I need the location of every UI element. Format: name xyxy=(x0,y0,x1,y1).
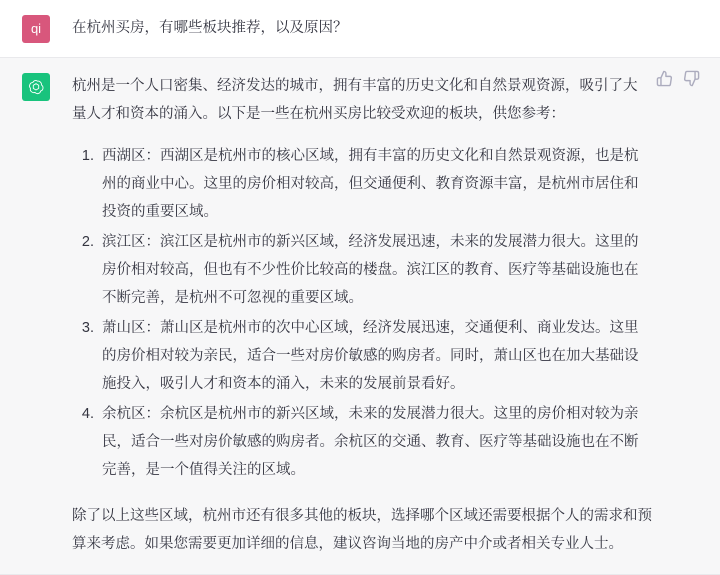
list-item-text: 西湖区是杭州市的核心区域，拥有丰富的历史文化和自然景观资源，也是杭州的商业中心。这里的房价相对较高，但交通便利、教育资源丰富，是杭州市居住和投资的重要区域。 xyxy=(102,148,639,220)
user-message-body xyxy=(72,14,692,39)
list-item-title: 滨江区： xyxy=(102,234,160,250)
list-item-text: 萧山区是杭州市的次中心区域，经济发展迅速，交通便利、商业发达。这里的房价相对较为亲民，适合一些对房价敏感的购房者。同时，萧山区也在加大基础设施投入，吸引人才和资本的涌入，未来的发展前景看好。 xyxy=(102,320,639,392)
assistant-intro-paragraph: 杭州是一个人口密集、经济发达的城市，拥有丰富的历史文化和自然景观资源，吸引了大量人才和资本的涌入。以下是一些在杭州买房比较受欢迎的板块，供您参考： xyxy=(72,78,638,122)
list-item-title: 萧山区： xyxy=(102,320,160,336)
user-message-text: 在杭州买房，有哪些板块推荐，以及原因？ xyxy=(72,20,348,36)
list-item-title: 余杭区： xyxy=(102,406,160,422)
list-item-title: 西湖区： xyxy=(102,148,160,164)
list-item xyxy=(98,142,692,226)
list-item-text: 滨江区是杭州市的新兴区域，经济发展迅速，未来的发展潜力很大。这里的房价相对较高，但也有不少性价比较高的楼盘。滨江区的教育、医疗等基础设施也在不断完善，是杭州不可忽视的重要区域。 xyxy=(102,234,639,306)
recommendation-list xyxy=(72,142,692,484)
assistant-message-body xyxy=(72,72,692,560)
user-message xyxy=(0,0,720,57)
message-feedback-actions xyxy=(656,70,700,87)
thumb-up-icon[interactable] xyxy=(656,70,673,87)
list-item-text: 余杭区是杭州市的新兴区域，未来的发展潜力很大。这里的房价相对较为亲民，适合一些对房价敏感的购房者。余杭区的交通、教育、医疗等基础设施也在不断完善，是一个值得关注的区域。 xyxy=(102,406,639,478)
assistant-avatar-openai-logo-icon xyxy=(22,73,50,101)
list-item xyxy=(98,400,692,484)
assistant-message xyxy=(0,57,720,575)
assistant-closing-paragraph: 除了以上这些区域，杭州市还有很多其他的板块，选择哪个区域还需要根据个人的需求和预算来考虑。如果您需要更加详细的信息，建议咨询当地的房产中介或者相关专业人士。 xyxy=(72,508,652,552)
assistant-answer xyxy=(72,72,692,558)
user-avatar: qi xyxy=(22,15,50,43)
list-item xyxy=(98,228,692,312)
list-item xyxy=(98,314,692,398)
thumb-down-icon[interactable] xyxy=(683,70,700,87)
